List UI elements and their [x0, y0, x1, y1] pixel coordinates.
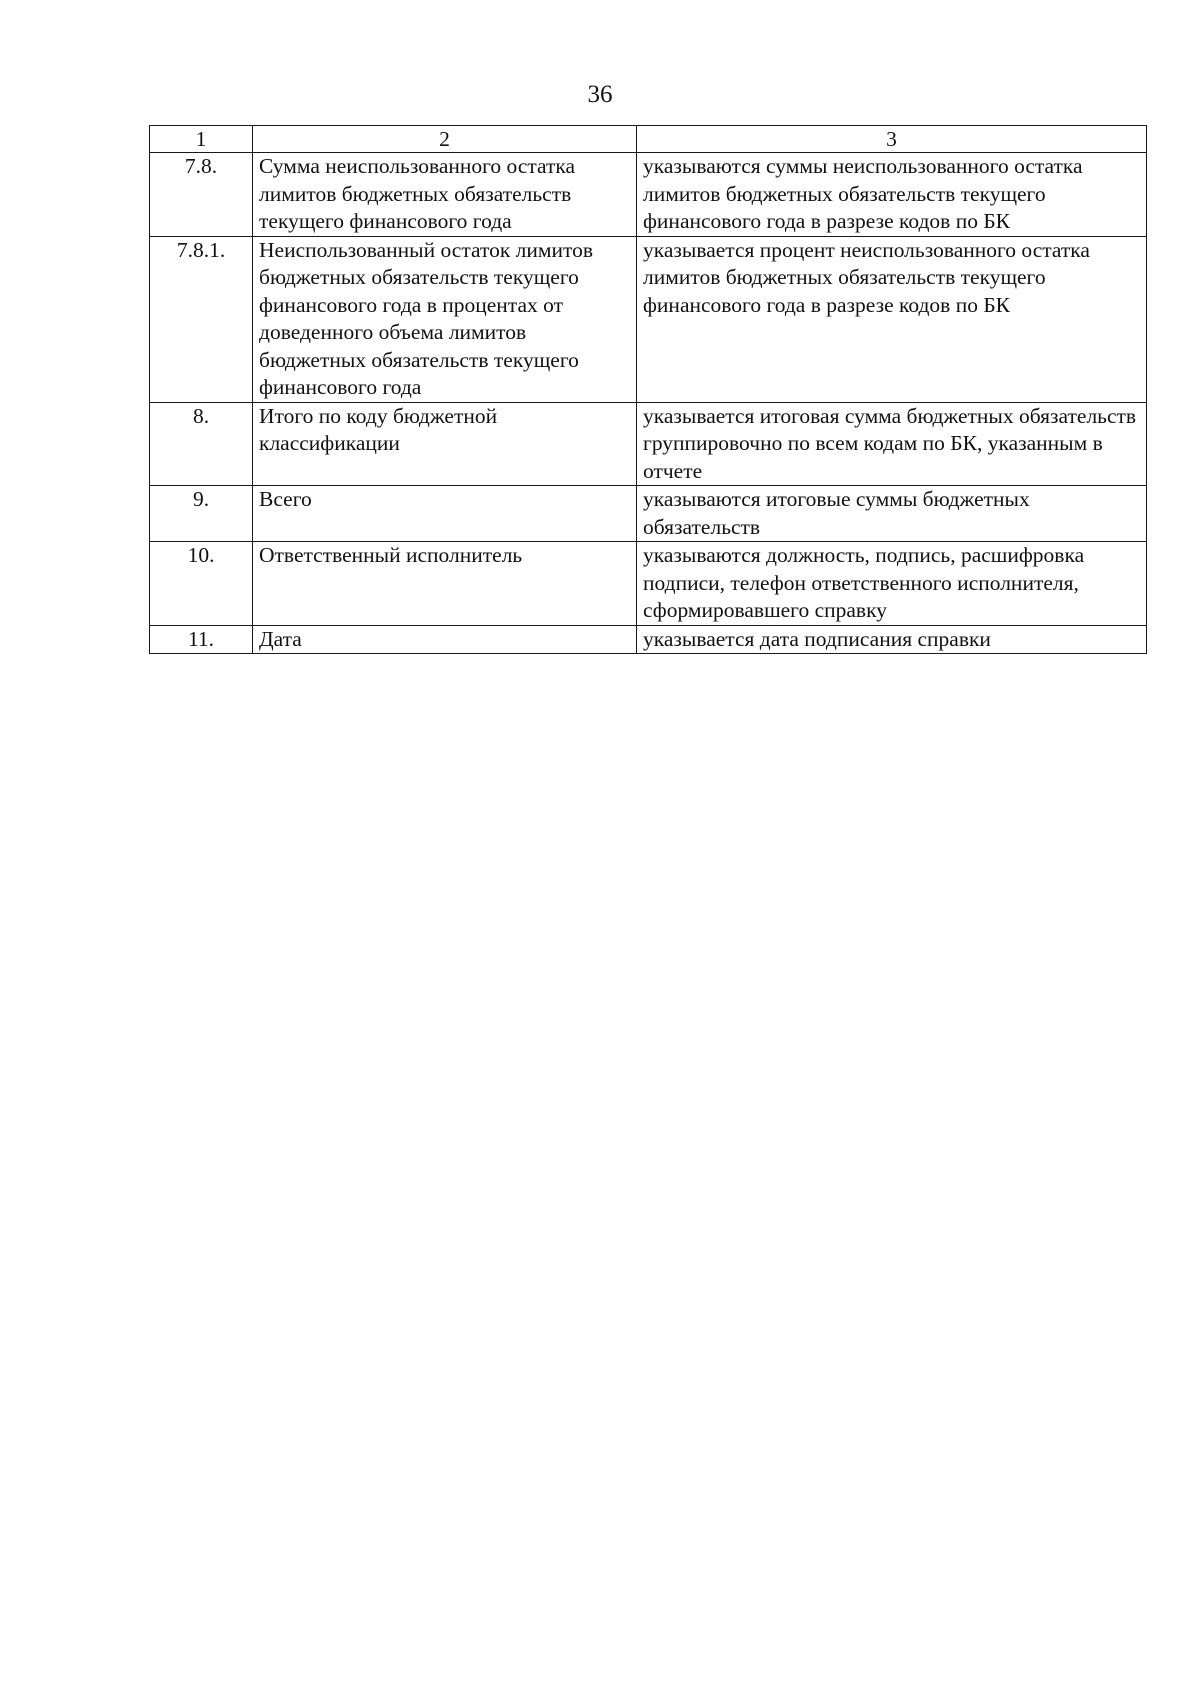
row-item-name: Всего — [253, 486, 637, 542]
row-number: 9. — [150, 486, 253, 542]
row-number: 8. — [150, 402, 253, 486]
column-header-2: 2 — [253, 126, 637, 153]
page-number: 36 — [587, 81, 613, 108]
document-table — [149, 125, 1147, 654]
row-item-name: Неиспользованный остаток лимитов бюджетных обязательств текущего финансового года в процентах от доведенного объема лимитов бюджетных обязательств текущего финансового года — [253, 236, 637, 402]
row-item-name: Сумма неиспользованного остатка лимитов бюджетных обязательств текущего финансового года — [253, 153, 637, 237]
row-item-name: Ответственный исполнитель — [253, 542, 637, 626]
table-row — [150, 542, 1147, 626]
row-item-description: указывается процент неиспользованного остатка лимитов бюджетных обязательств текущего финансового года в разрезе кодов по БК — [637, 236, 1147, 402]
row-item-description: указываются должность, подпись, расшифровка подписи, телефон ответственного исполнителя, сформировавшего справку — [637, 542, 1147, 626]
table-row — [150, 236, 1147, 402]
row-number: 11. — [150, 625, 253, 654]
table-row — [150, 153, 1147, 237]
row-item-description: указываются итоговые суммы бюджетных обязательств — [637, 486, 1147, 542]
column-header-3: 3 — [637, 126, 1147, 153]
row-item-name: Дата — [253, 625, 637, 654]
table-header-row — [150, 126, 1147, 153]
row-item-description: указывается итоговая сумма бюджетных обязательств группировочно по всем кодам по БК, указанным в отчете — [637, 402, 1147, 486]
row-number: 7.8. — [150, 153, 253, 237]
row-item-name: Итого по коду бюджетной классификации — [253, 402, 637, 486]
row-item-description: указывается дата подписания справки — [637, 625, 1147, 654]
row-number: 10. — [150, 542, 253, 626]
table-row — [150, 402, 1147, 486]
column-header-1: 1 — [150, 126, 253, 153]
table-row — [150, 625, 1147, 654]
row-number: 7.8.1. — [150, 236, 253, 402]
row-item-description: указываются суммы неиспользованного остатка лимитов бюджетных обязательств текущего финансового года в разрезе кодов по БК — [637, 153, 1147, 237]
table-row — [150, 486, 1147, 542]
